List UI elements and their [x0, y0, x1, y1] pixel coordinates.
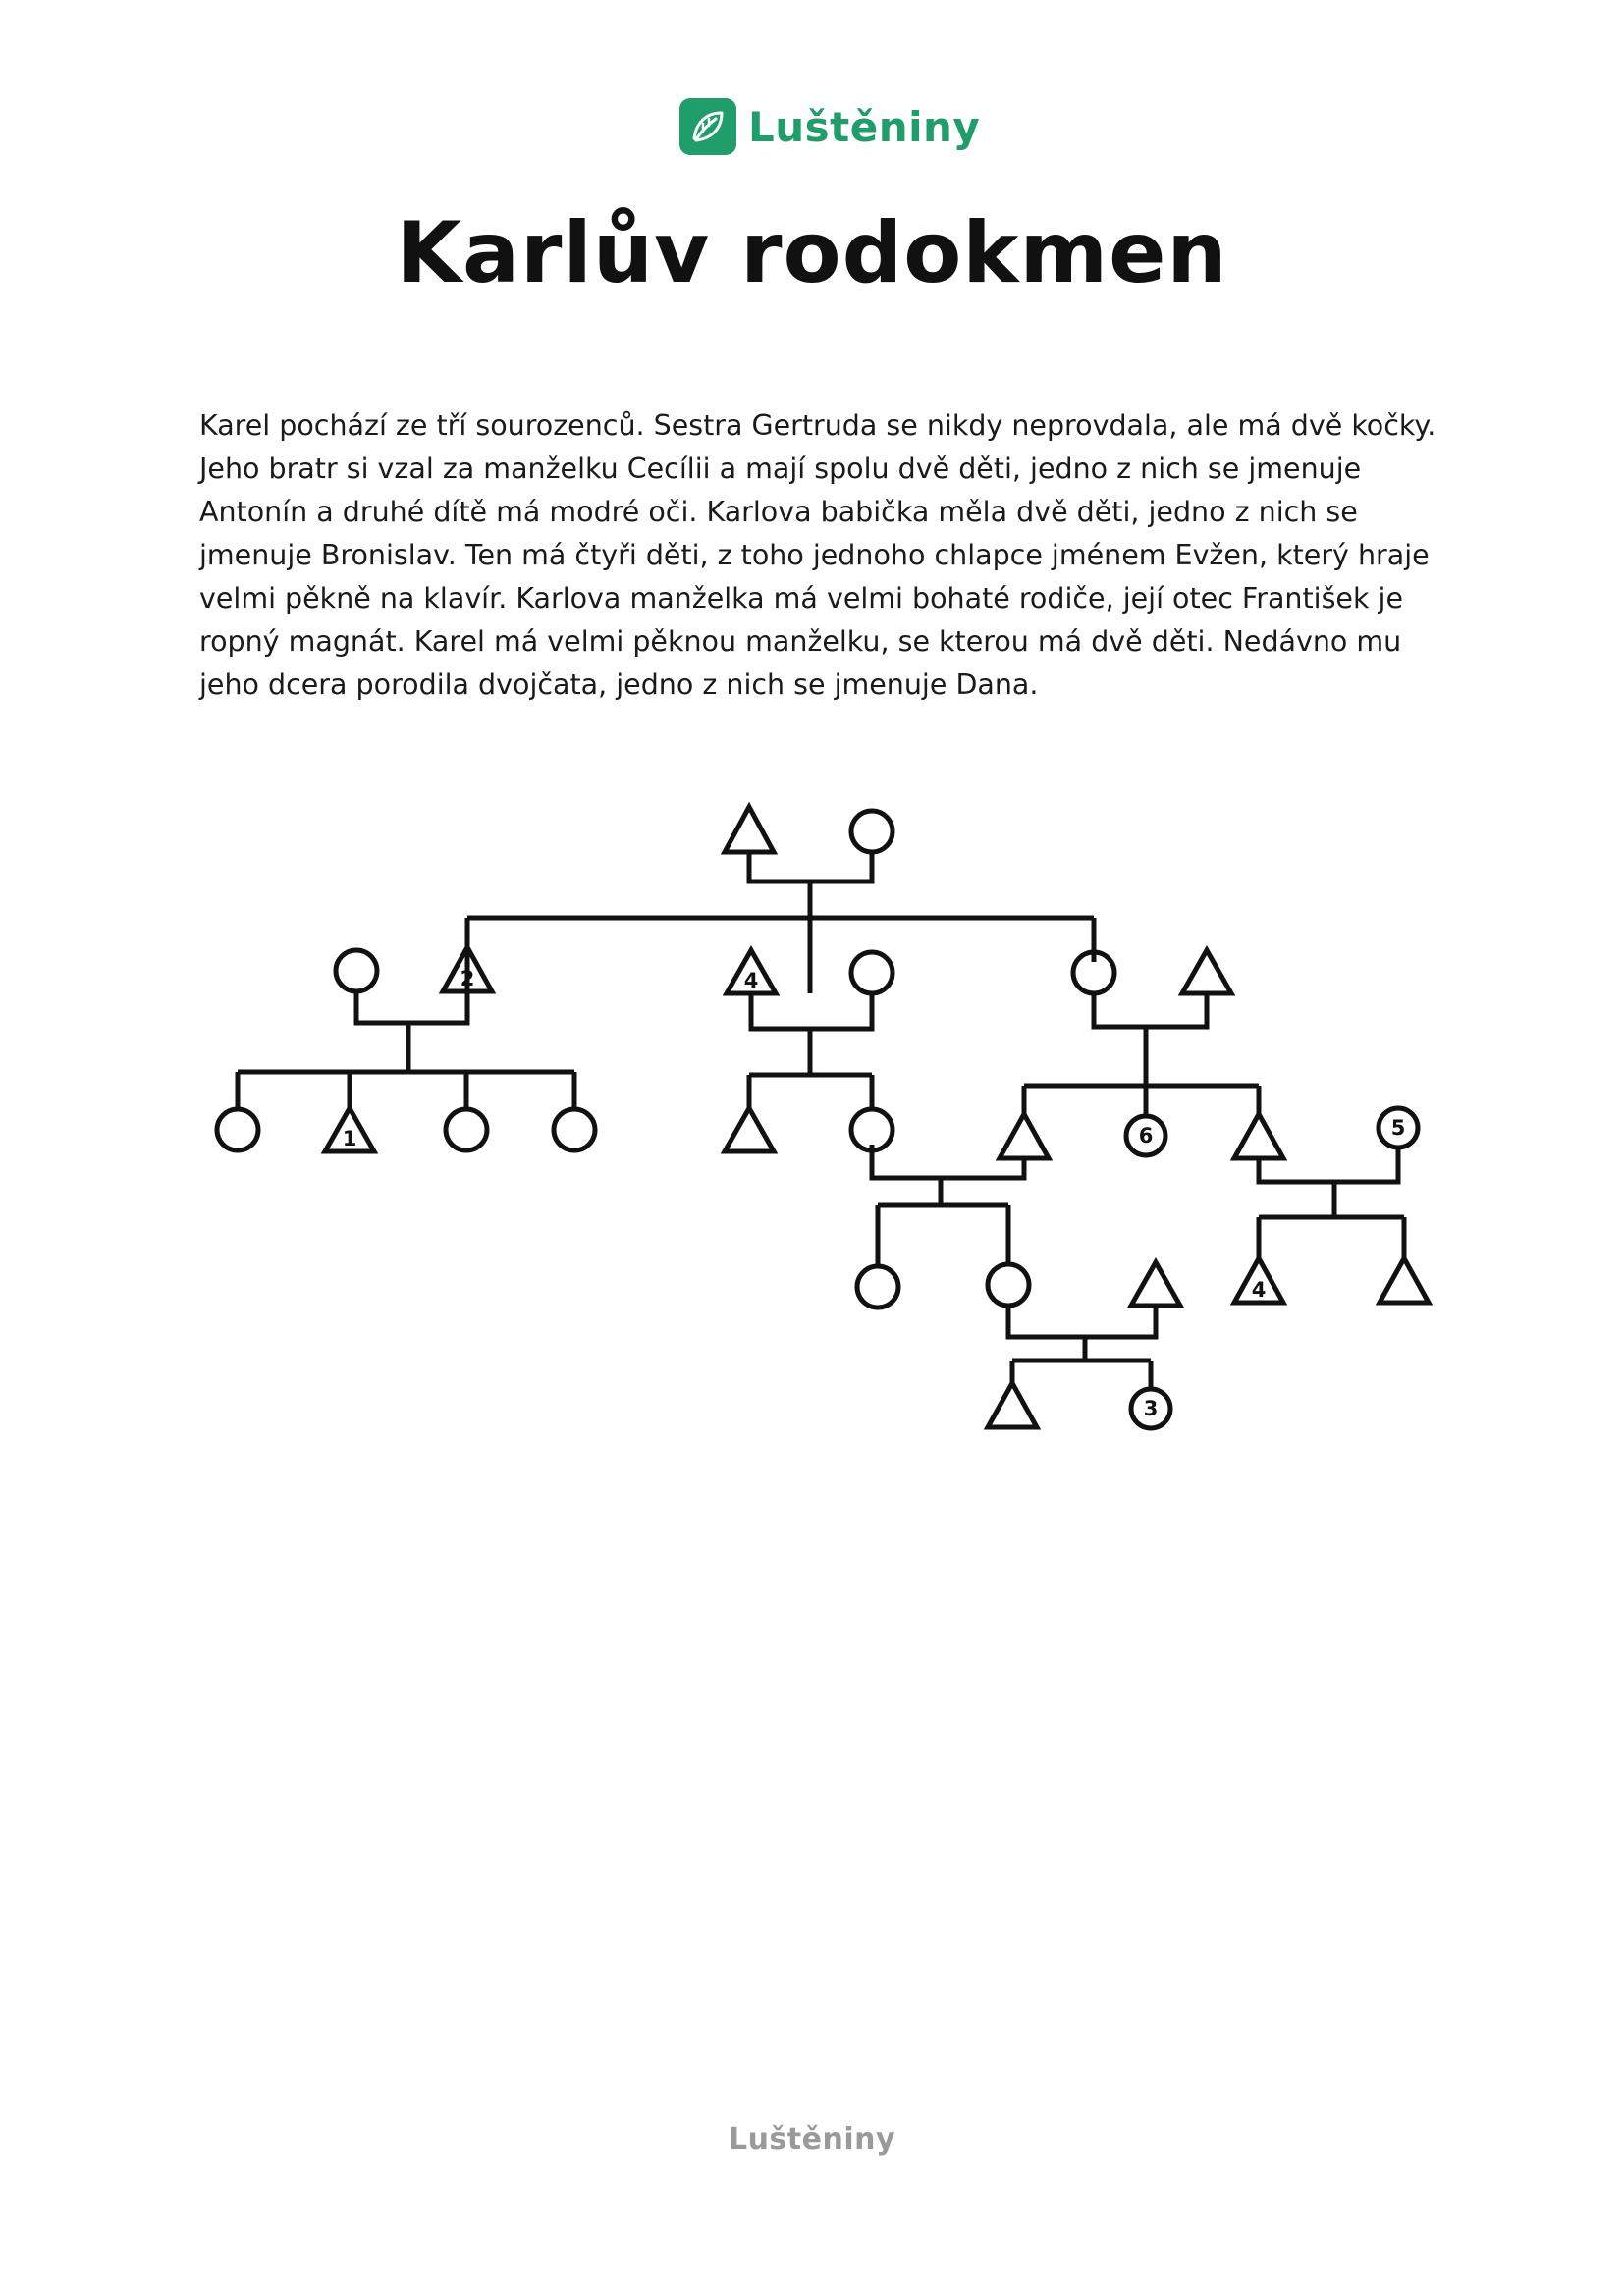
male-gen2-right-child3	[1234, 1114, 1283, 1158]
female-gen2-child3	[446, 1109, 487, 1150]
intro-paragraph: Karel pochází ze tří sourozenců. Sestra Gertruda se nikdy neprovdala, ale má dvě kočky. Jeho bratr si vzal za manželku Cecílii a mají spolu dvě děti, jedno z nich se jmenuje Antonín a druhé dítě má modré oči. Karlova babička měla dvě děti, jedno z nich se jmenuje Bronislav. Ten má čtyři děti, z toho jednoho chlapce jménem Evžen, který hraje velmi pěkně na klavír. Karlova manželka má velmi bohaté rodiče, její otec František je ropný magnát. Karel má velmi pěknou manželku, se kterou má dvě děti. Nedávno mu jeho dcera porodila dvojčata, jedno z nich se jmenuje Dana.	[199, 409, 1436, 701]
female-gen0	[851, 811, 893, 852]
label-f-gen4-right: 3	[1143, 1397, 1159, 1420]
male-gen2-right-child1	[1000, 1114, 1049, 1158]
label-m-gen1-left: 2	[460, 967, 475, 990]
brand-name: Luštěniny	[748, 102, 981, 151]
female-gen2-child4	[554, 1109, 595, 1150]
label-f-spouse-right: 5	[1390, 1116, 1406, 1140]
female-spouse-mid	[851, 952, 893, 993]
label-m-gen3-right: 4	[1251, 1278, 1267, 1302]
female-gen2-mid-child2	[851, 1109, 893, 1150]
male-spouse-right	[1182, 950, 1231, 993]
label-m-gen1-mid: 4	[743, 969, 759, 992]
female-gen3-child2	[988, 1264, 1029, 1306]
male-gen3-right-child2	[1380, 1258, 1429, 1303]
label-m-gen2-child2: 1	[342, 1127, 357, 1150]
female-gen3-child1	[857, 1266, 898, 1308]
male-gen0	[725, 807, 774, 852]
female-spouse-left	[336, 950, 377, 991]
female-gen2-child1	[217, 1109, 258, 1150]
label-f-gen2-right: 6	[1138, 1124, 1154, 1148]
footer-brand: Luštěniny	[728, 2122, 896, 2157]
male-spouse-gen3	[1131, 1262, 1180, 1306]
tree-connectors	[238, 854, 1404, 1389]
male-gen4-child1	[988, 1383, 1037, 1427]
page-title: Karlův rodokmen	[396, 204, 1228, 302]
male-gen2-mid-child1	[725, 1108, 774, 1151]
